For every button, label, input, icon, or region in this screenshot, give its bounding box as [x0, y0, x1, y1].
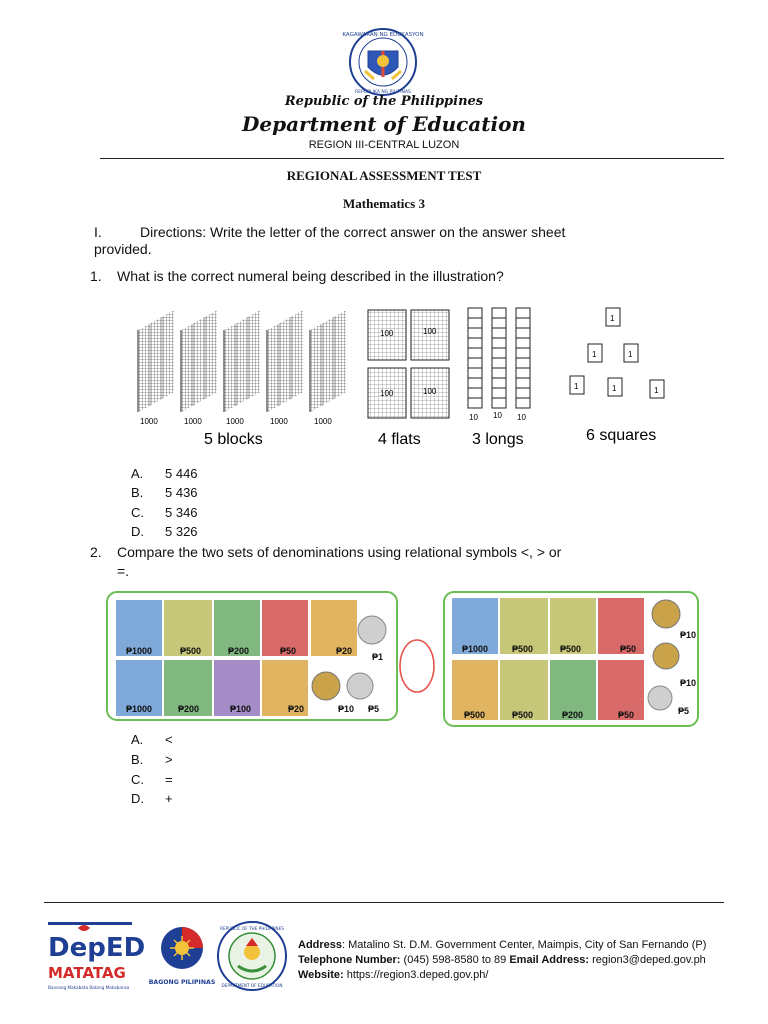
svg-text:1000: 1000 — [226, 417, 244, 426]
question-1-text: What is the correct numeral being described in the illustration? — [117, 268, 504, 284]
svg-text:₱200: ₱200 — [228, 646, 250, 656]
base-ten-illustration — [130, 296, 670, 456]
q1-option-d-letter: D. — [131, 524, 144, 539]
left-set-row1 — [116, 600, 386, 662]
deped-footer-seal-icon — [216, 920, 288, 992]
q1-option-c-value: 5 346 — [165, 505, 198, 520]
question-2-text-line2: =. — [117, 563, 130, 579]
q2-option-d-letter: D. — [131, 791, 144, 806]
svg-text:₱100: ₱100 — [230, 704, 252, 714]
svg-text:1000: 1000 — [184, 417, 202, 426]
svg-text:₱200: ₱200 — [562, 710, 584, 720]
svg-text:₱1000: ₱1000 — [126, 646, 153, 656]
q2-option-c-letter: C. — [131, 772, 144, 787]
svg-text:KAGAWARAN NG EDUKASYON: KAGAWARAN NG EDUKASYON — [342, 32, 424, 38]
footer-website: Website: https://region3.deped.gov.ph/ — [298, 969, 489, 981]
deped-matatag-logo — [48, 922, 146, 1002]
svg-text:1: 1 — [592, 350, 597, 359]
svg-text:1: 1 — [610, 314, 615, 323]
q2-option-a-letter: A. — [131, 732, 144, 747]
svg-text:BAGONG PILIPINAS: BAGONG PILIPINAS — [148, 979, 216, 986]
svg-text:₱500: ₱500 — [512, 710, 534, 720]
svg-text:₱1000: ₱1000 — [462, 644, 489, 654]
svg-text:1: 1 — [654, 386, 659, 395]
deped-seal-icon — [342, 27, 424, 97]
republic-text: Republic of the Philippines — [284, 94, 484, 109]
svg-text:10: 10 — [517, 413, 526, 422]
header-divider — [100, 158, 724, 159]
q1-option-d-value: 5 326 — [165, 524, 198, 539]
svg-text:₱5: ₱5 — [678, 706, 690, 716]
svg-text:100: 100 — [423, 327, 437, 336]
svg-text:DEPARTMENT OF EDUCATION: DEPARTMENT OF EDUCATION — [221, 983, 283, 988]
q1-option-a-letter: A. — [131, 466, 144, 481]
svg-text:REPUBLIKA NG PILIPINAS: REPUBLIKA NG PILIPINAS — [355, 90, 411, 95]
svg-text:₱5: ₱5 — [368, 704, 380, 714]
thousand-blocks — [138, 310, 346, 412]
svg-text:1000: 1000 — [314, 417, 332, 426]
svg-text:1000: 1000 — [140, 417, 158, 426]
svg-text:₱10: ₱10 — [338, 704, 355, 714]
footer-address: Address: Matalino St. D.M. Government Center, Maimpis, City of San Fernando (P) — [298, 939, 707, 951]
svg-text:4 flats: 4 flats — [378, 431, 421, 448]
question-2-number: 2. — [90, 544, 102, 560]
svg-text:6 squares: 6 squares — [586, 427, 657, 444]
svg-text:₱50: ₱50 — [280, 646, 297, 656]
svg-text:100: 100 — [380, 329, 394, 338]
svg-text:1: 1 — [628, 350, 633, 359]
footer-contact: Telephone Number: (045) 598-8580 to 89 Email Address: region3@deped.gov.ph — [298, 954, 706, 966]
svg-text:₱1: ₱1 — [372, 652, 384, 662]
directions-number: I. — [94, 224, 102, 240]
svg-text:3 longs: 3 longs — [472, 431, 524, 448]
svg-text:₱500: ₱500 — [180, 646, 202, 656]
ten-longs — [468, 308, 530, 408]
svg-text:10: 10 — [469, 413, 478, 422]
q1-option-c-letter: C. — [131, 505, 144, 520]
directions-text-line1: Directions: Write the letter of the correct answer on the answer sheet — [140, 224, 566, 240]
q2-option-b-value: > — [165, 752, 173, 767]
svg-text:₱500: ₱500 — [560, 644, 582, 654]
svg-text:1000: 1000 — [270, 417, 288, 426]
svg-text:₱50: ₱50 — [620, 644, 637, 654]
svg-text:₱20: ₱20 — [336, 646, 353, 656]
q2-option-b-letter: B. — [131, 752, 144, 767]
svg-text:₱10: ₱10 — [680, 678, 697, 688]
q1-option-a-value: 5 446 — [165, 466, 198, 481]
department-title: Department of Education — [242, 112, 526, 136]
directions-text-line2: provided. — [94, 241, 152, 257]
question-2-text-line1: Compare the two sets of denominations using relational symbols <, > or — [117, 544, 562, 560]
svg-text:₱50: ₱50 — [618, 710, 635, 720]
svg-text:10: 10 — [493, 411, 502, 420]
q2-option-c-value: = — [165, 772, 173, 787]
svg-text:REPUBLIC OF THE PHILIPPINES: REPUBLIC OF THE PHILIPPINES — [220, 926, 284, 931]
svg-text:100: 100 — [423, 387, 437, 396]
footer-divider — [44, 902, 724, 903]
one-squares — [570, 308, 664, 398]
svg-text:Bansang Makabata Batang Maka: Bansang Makabata Batang Makabansa — [48, 985, 130, 990]
money-comparison-illustration — [104, 582, 708, 732]
svg-text:100: 100 — [380, 389, 394, 398]
svg-text:1: 1 — [612, 384, 617, 393]
q1-option-b-letter: B. — [131, 485, 144, 500]
svg-text:₱10: ₱10 — [680, 630, 697, 640]
svg-text:MATATAG: MATATAG — [48, 964, 126, 982]
svg-text:₱500: ₱500 — [464, 710, 486, 720]
svg-text:DepED: DepED — [48, 933, 146, 963]
bagong-pilipinas-logo — [148, 922, 216, 990]
q1-option-b-value: 5 436 — [165, 485, 198, 500]
svg-text:₱200: ₱200 — [178, 704, 200, 714]
region-text: REGION III-CENTRAL LUZON — [308, 139, 460, 151]
svg-text:₱500: ₱500 — [512, 644, 534, 654]
test-title: REGIONAL ASSESSMENT TEST — [286, 168, 482, 183]
svg-text:₱20: ₱20 — [288, 704, 305, 714]
question-1-number: 1. — [90, 268, 102, 284]
q2-option-a-value: < — [165, 732, 173, 747]
hundred-flats — [368, 310, 449, 418]
subject-title: Mathematics 3 — [343, 196, 425, 211]
svg-text:5 blocks: 5 blocks — [204, 431, 263, 448]
svg-text:₱1000: ₱1000 — [126, 704, 153, 714]
q2-option-d-value: + — [165, 791, 173, 806]
svg-text:1: 1 — [574, 382, 579, 391]
